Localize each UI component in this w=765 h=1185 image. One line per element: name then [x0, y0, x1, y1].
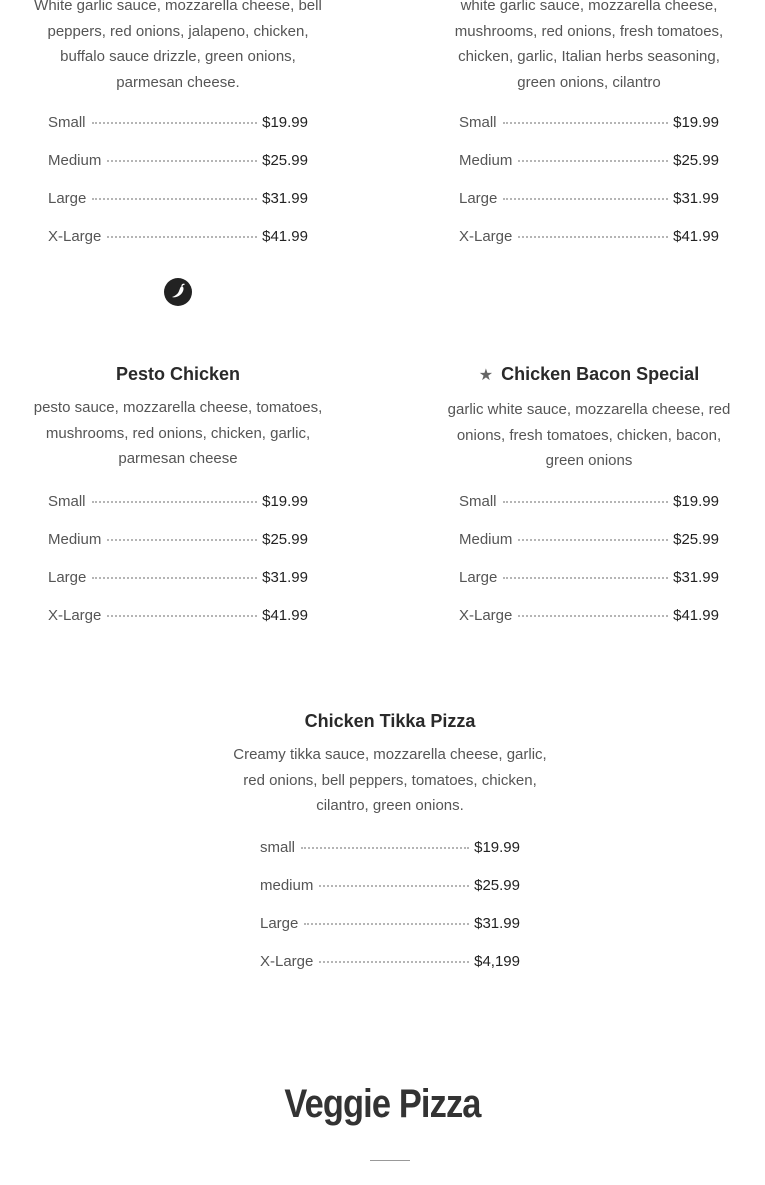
price-row [459, 607, 719, 645]
item-description: White garlic sauce, mozzarella cheese, bell peppers, red onions, jalapeno, chicken, buffalo sauce drizzle, green onions, parmesan cheese. [34, 0, 322, 91]
size-label: X-Large [260, 953, 314, 970]
price-list [260, 839, 520, 991]
dot-leader [518, 160, 668, 162]
price-value: $31.99 [262, 569, 308, 586]
item-title: Chicken Tikka Pizza [304, 711, 476, 731]
price-value: $41.99 [262, 607, 308, 624]
price-value: $25.99 [673, 531, 719, 548]
size-label: Large [48, 190, 87, 207]
dot-leader [107, 236, 257, 238]
size-label: medium [260, 877, 314, 894]
dot-leader [518, 236, 668, 238]
dot-leader [92, 198, 257, 200]
price-row [260, 953, 520, 991]
price-value: $31.99 [673, 190, 719, 207]
dot-leader [319, 961, 469, 963]
price-row [48, 607, 308, 645]
size-label: Medium [459, 152, 513, 169]
price-list [459, 114, 719, 266]
price-row [260, 915, 520, 953]
dot-leader [92, 577, 257, 579]
price-row [459, 228, 719, 266]
size-label: X-Large [48, 228, 102, 245]
dot-leader [503, 577, 668, 579]
size-label: Medium [48, 152, 102, 169]
price-value: $25.99 [262, 152, 308, 169]
item-title-text: Chicken Bacon Special [501, 364, 700, 384]
menu-item [439, 0, 739, 95]
size-label: Large [48, 569, 87, 586]
dot-leader [503, 501, 669, 503]
item-description: Creamy tikka sauce, mozzarella cheese, garlic, red onions, bell peppers, tomatoes, chicken, cilantro, green onions. [233, 746, 547, 814]
price-row [459, 114, 719, 152]
dot-leader [92, 122, 258, 124]
price-value: $31.99 [474, 915, 520, 932]
star-icon: ★ [478, 367, 494, 384]
price-value: $19.99 [262, 493, 308, 510]
dot-leader [301, 847, 469, 849]
size-label: Medium [48, 531, 102, 548]
item-description: white garlic sauce, mozzarella cheese, mushrooms, red onions, fresh tomatoes, chicken, garlic, Italian herbs seasoning, green onions, cilantro [454, 0, 724, 91]
price-row [48, 190, 308, 228]
price-value: $25.99 [474, 877, 520, 894]
price-value: $41.99 [262, 228, 308, 245]
section-title: Veggie Pizza [284, 1082, 481, 1126]
price-row [260, 877, 520, 915]
price-value: $31.99 [262, 190, 308, 207]
size-label: Small [48, 493, 86, 510]
price-value: $25.99 [673, 152, 719, 169]
price-value: $4,199 [474, 953, 520, 970]
dot-leader [518, 539, 668, 541]
price-value: $31.99 [673, 569, 719, 586]
size-label: X-Large [459, 228, 513, 245]
dot-leader [503, 198, 668, 200]
price-value: $41.99 [673, 607, 719, 624]
price-value: $19.99 [262, 114, 308, 131]
dot-leader [92, 501, 258, 503]
price-value: $19.99 [673, 114, 719, 131]
price-row [459, 190, 719, 228]
price-row [459, 152, 719, 190]
price-row [48, 114, 308, 152]
item-title: Pesto Chicken [115, 364, 241, 384]
size-label: Large [260, 915, 299, 932]
price-value: $25.99 [262, 531, 308, 548]
size-label: X-Large [48, 607, 102, 624]
dot-leader [107, 539, 257, 541]
price-value: $19.99 [673, 493, 719, 510]
dot-leader [107, 615, 257, 617]
price-row [459, 531, 719, 569]
price-list [48, 114, 308, 266]
size-label: Large [459, 190, 498, 207]
price-row [459, 493, 719, 531]
price-row [260, 839, 520, 877]
item-title [439, 363, 739, 387]
dot-leader [107, 160, 257, 162]
price-row [48, 493, 308, 531]
menu-item [232, 710, 548, 819]
dot-leader [319, 885, 469, 887]
price-row [48, 228, 308, 266]
price-row [48, 152, 308, 190]
size-label: Large [459, 569, 498, 586]
menu-item [28, 363, 328, 472]
dot-leader [518, 615, 668, 617]
size-label: Medium [459, 531, 513, 548]
dot-leader [503, 122, 669, 124]
price-row [48, 531, 308, 569]
price-row [48, 569, 308, 607]
menu-item [439, 363, 739, 474]
menu-item [28, 0, 328, 95]
price-list [48, 493, 308, 645]
size-label: small [260, 839, 296, 856]
size-label: Small [459, 493, 497, 510]
size-label: X-Large [459, 607, 513, 624]
price-value: $19.99 [474, 839, 520, 856]
section-divider [370, 1160, 410, 1161]
item-description: garlic white sauce, mozzarella cheese, red onions, fresh tomatoes, chicken, bacon, green onions [447, 401, 731, 469]
price-list [459, 493, 719, 645]
size-label: Small [48, 114, 86, 131]
chili-pepper-icon [164, 278, 192, 306]
price-row [459, 569, 719, 607]
price-value: $41.99 [673, 228, 719, 245]
size-label: Small [459, 114, 497, 131]
dot-leader [304, 923, 469, 925]
item-description: pesto sauce, mozzarella cheese, tomatoes, mushrooms, red onions, chicken, garlic, parmesan cheese [33, 399, 323, 467]
